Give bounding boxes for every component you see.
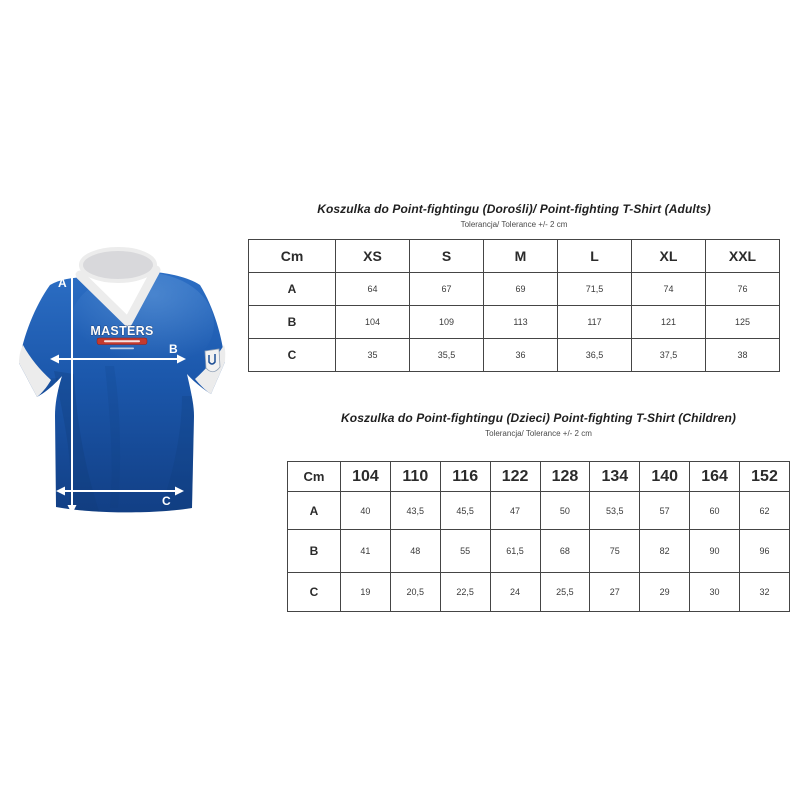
size-header-cell: 104: [341, 462, 391, 492]
size-value-cell: 55: [440, 530, 490, 573]
size-value-cell: 125: [706, 306, 780, 339]
size-value-cell: 57: [640, 492, 690, 530]
measurement-label-cell: A: [249, 273, 336, 306]
size-header-cell: 128: [540, 462, 590, 492]
size-value-cell: 82: [640, 530, 690, 573]
size-value-cell: 50: [540, 492, 590, 530]
size-header-cell: S: [410, 240, 484, 273]
size-value-cell: 40: [341, 492, 391, 530]
size-value-cell: 117: [558, 306, 632, 339]
arrow-a-head-top: [68, 268, 77, 277]
adults-tolerance-note: Tolerancja/ Tolerance +/- 2 cm: [460, 220, 568, 229]
size-value-cell: 96: [740, 530, 790, 573]
measurement-row: [249, 306, 780, 339]
product-image-tshirt: [10, 246, 240, 526]
arrow-label-c: C: [162, 494, 171, 508]
size-header-cell: XS: [336, 240, 410, 273]
size-value-cell: 45,5: [440, 492, 490, 530]
size-value-cell: 48: [390, 530, 440, 573]
size-value-cell: 41: [341, 530, 391, 573]
measurement-row: [249, 273, 780, 306]
masters-logo-text: MASTERS: [90, 324, 154, 338]
logo-subtext-blur: [110, 348, 134, 350]
measurement-row: [249, 339, 780, 372]
measurement-label-cell: B: [249, 306, 336, 339]
unit-header-cell: Cm: [288, 462, 341, 492]
adults-size-section: [248, 202, 780, 372]
size-value-cell: 35,5: [410, 339, 484, 372]
size-value-cell: 67: [410, 273, 484, 306]
size-value-cell: 36: [484, 339, 558, 372]
size-header-cell: 116: [440, 462, 490, 492]
measurement-label-cell: C: [249, 339, 336, 372]
size-value-cell: 69: [484, 273, 558, 306]
measurement-label-cell: C: [288, 573, 341, 612]
size-value-cell: 20,5: [390, 573, 440, 612]
size-header-cell: L: [558, 240, 632, 273]
size-value-cell: 121: [632, 306, 706, 339]
collar-back: [81, 249, 155, 281]
children-size-section: [287, 411, 790, 612]
adults-size-table: [248, 239, 780, 372]
children-tolerance-note: Tolerancja/ Tolerance +/- 2 cm: [485, 429, 592, 438]
size-header-cell: 164: [690, 462, 740, 492]
size-value-cell: 75: [590, 530, 640, 573]
unit-header-cell: Cm: [249, 240, 336, 273]
header-row: [249, 240, 780, 273]
size-value-cell: 109: [410, 306, 484, 339]
adults-table-title: Koszulka do Point-fightingu (Dorośli)/ Point-fighting T-Shirt (Adults): [317, 202, 711, 216]
size-value-cell: 64: [336, 273, 410, 306]
size-value-cell: 37,5: [632, 339, 706, 372]
size-value-cell: 32: [740, 573, 790, 612]
size-value-cell: 24: [490, 573, 540, 612]
size-value-cell: 113: [484, 306, 558, 339]
size-value-cell: 25,5: [540, 573, 590, 612]
size-value-cell: 19: [341, 573, 391, 612]
measurement-row: [288, 530, 790, 573]
size-value-cell: 60: [690, 492, 740, 530]
logo-ribbon-text-blur: [104, 340, 140, 342]
size-header-cell: 110: [390, 462, 440, 492]
arrow-label-b: B: [169, 342, 178, 356]
size-value-cell: 71,5: [558, 273, 632, 306]
size-value-cell: 61,5: [490, 530, 540, 573]
size-value-cell: 22,5: [440, 573, 490, 612]
header-row: [288, 462, 790, 492]
size-value-cell: 43,5: [390, 492, 440, 530]
measurement-label-cell: A: [288, 492, 341, 530]
sleeve-badge: [205, 349, 220, 372]
size-header-cell: 134: [590, 462, 640, 492]
size-value-cell: 90: [690, 530, 740, 573]
size-header-cell: XL: [632, 240, 706, 273]
size-header-cell: 152: [740, 462, 790, 492]
size-value-cell: 62: [740, 492, 790, 530]
children-table-title: Koszulka do Point-fightingu (Dzieci) Point-fighting T-Shirt (Children): [341, 411, 736, 425]
size-header-cell: 122: [490, 462, 540, 492]
size-value-cell: 76: [706, 273, 780, 306]
measurement-label-cell: B: [288, 530, 341, 573]
size-value-cell: 27: [590, 573, 640, 612]
size-value-cell: 53,5: [590, 492, 640, 530]
measurement-row: [288, 492, 790, 530]
size-value-cell: 38: [706, 339, 780, 372]
size-value-cell: 74: [632, 273, 706, 306]
size-header-cell: XXL: [706, 240, 780, 273]
size-value-cell: 36,5: [558, 339, 632, 372]
size-value-cell: 30: [690, 573, 740, 612]
size-value-cell: 35: [336, 339, 410, 372]
size-value-cell: 29: [640, 573, 690, 612]
measurement-row: [288, 573, 790, 612]
children-size-table: [287, 461, 790, 612]
size-value-cell: 47: [490, 492, 540, 530]
arrow-label-a: A: [58, 276, 67, 290]
size-value-cell: 68: [540, 530, 590, 573]
size-header-cell: M: [484, 240, 558, 273]
size-value-cell: 104: [336, 306, 410, 339]
size-header-cell: 140: [640, 462, 690, 492]
